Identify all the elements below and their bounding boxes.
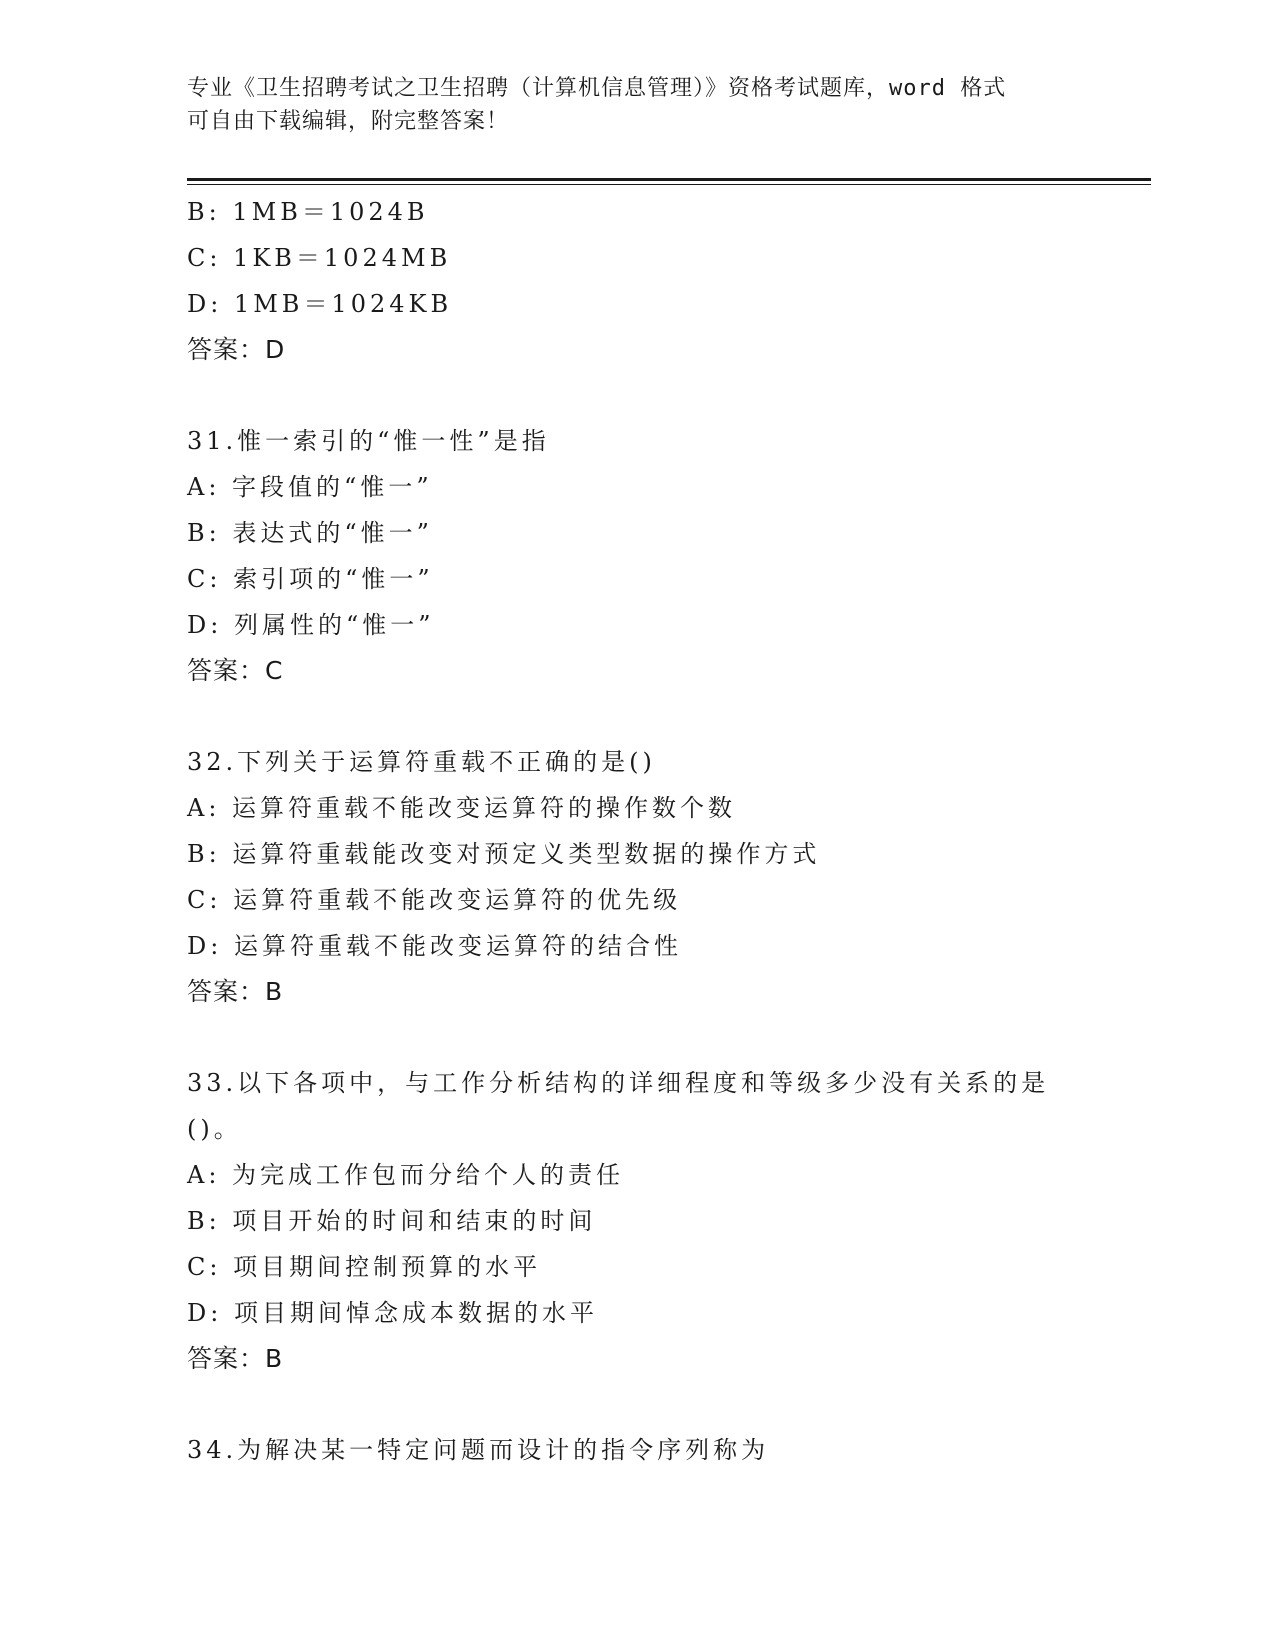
question-33 [187,1060,1087,1382]
question-text: 31.惟一索引的“惟一性”是指 [187,427,550,455]
question-text-line-2: ()。 [187,1115,242,1143]
question-text-line-1: 33.以下各项中，与工作分析结构的详细程度和等级多少没有关系的是 [187,1069,1050,1097]
question-34 [187,1427,1087,1473]
spacer [187,694,1087,739]
answer: 答案：B [187,1344,284,1373]
spacer [187,1015,1087,1060]
header-line-2: 可自由下载编辑，附完整答案！ [187,109,510,134]
option-b: B: 1MB＝1024B [187,198,429,226]
answer: 答案：C [187,656,284,685]
option-d: D: 运算符重载不能改变运算符的结合性 [187,932,682,960]
question-31 [187,418,1087,694]
option-a: A: 为完成工作包而分给个人的责任 [187,1161,625,1189]
question-list [187,189,1087,1473]
option-d: D: 列属性的“惟一” [187,611,435,639]
spacer [187,373,1087,418]
option-b: B: 项目开始的时间和结束的时间 [187,1207,597,1235]
answer: 答案：D [187,335,286,364]
document-header [187,72,1087,138]
answer: 答案：B [187,977,284,1006]
header-divider-thin [187,184,1151,185]
option-c: C: 1KB＝1024MB [187,244,452,272]
option-a: A: 运算符重载不能改变运算符的操作数个数 [187,794,737,822]
option-b: B: 表达式的“惟一” [187,519,433,547]
question-32 [187,739,1087,1015]
question-30-fragment [187,189,1087,373]
option-d: D: 1MB＝1024KB [187,290,453,318]
question-text: 32.下列关于运算符重载不正确的是() [187,748,656,776]
spacer [187,1382,1087,1427]
option-c: C: 运算符重载不能改变运算符的优先级 [187,886,682,914]
header-divider-thick [187,178,1151,181]
option-d: D: 项目期间悼念成本数据的水平 [187,1299,598,1327]
option-a: A: 字段值的“惟一” [187,473,433,501]
option-c: C: 项目期间控制预算的水平 [187,1253,542,1281]
option-c: C: 索引项的“惟一” [187,565,434,593]
option-b: B: 运算符重载能改变对预定义类型数据的操作方式 [187,840,821,868]
header-line-1: 专业《卫生招聘考试之卫生招聘（计算机信息管理）》资格考试题库，word 格式 [187,76,1007,101]
question-text: 34.为解决某一特定问题而设计的指令序列称为 [187,1436,770,1464]
